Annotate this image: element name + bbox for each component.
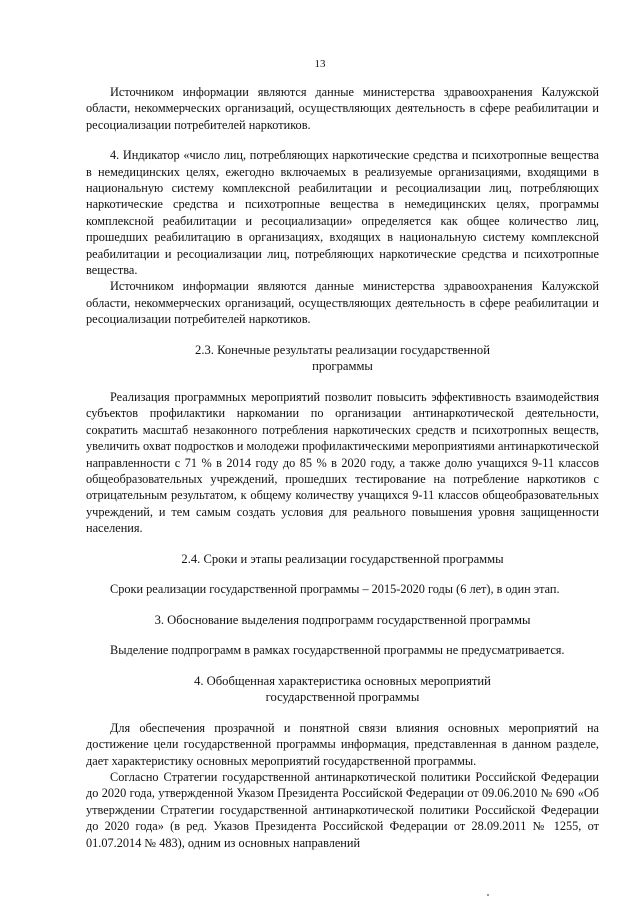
paragraph-source-info-1: Источником информации являются данные министерства здравоохранения Калужской области, некоммерческих организаций, осуществляющих деятельность в сфере реабилитации и ресоциализации потребителей наркотиков. (86, 85, 599, 132)
paragraph-indicator-4: 4. Индикатор «число лиц, потребляющих наркотические средства и психотропные вещества в немедицинских целях, ежегодно включаемых в реализуемые организациями, входящими в национальную систему комплексной реабилитации и ресоциализации лиц, потребляющих наркотические средства и психотропные вещества в немедицинских целях, программы комплексной реабилитации и ресоциализации» определяется как общее количество лиц, прошедших реабилитацию в организациях, входящих в национальную систему комплексной реабилитации и ресоциализации лиц, потребляющих наркотические средства и психотропные вещества. (86, 148, 599, 278)
paragraph-subprograms: Выделение подпрограмм в рамках государственной программы не предусматривается. (110, 643, 565, 658)
paragraph-final-results: Реализация программных мероприятий позволит повысить эффективность взаимодействия субъектов профилактики наркомании по организации антинаркотической деятельности, сократить масштаб незаконного потребления наркотических средств и психотропных веществ, увеличить охват подростков и молодежи профилактическими мероприятиями антинаркотической направленности с 71 % в 2014 году до 85 % в 2020 году, а также долю учащихся 9-11 классов общеобразовательных учреждений, прошедших тестирование на потребление наркотиков с отрицательным результатом, к общему количеству учащихся 9-11 классов общеобразовательных учреждений, и тем самым создать условия для реального повышения уровня защищенности населения. (86, 389, 599, 536)
heading-2-3-line-2: программы (312, 359, 373, 374)
heading-4-line-2: государственной программы (265, 690, 420, 705)
paragraph-terms: Сроки реализации государственной программы – 2015-2020 годы (6 лет), в один этап. (110, 582, 560, 597)
page-number: 13 (314, 58, 326, 70)
scan-speck (487, 894, 489, 896)
heading-4-line-1: 4. Обобщенная характеристика основных мероприятий (194, 673, 491, 688)
paragraph-source-info-2: Источником информации являются данные министерства здравоохранения Калужской области, некоммерческих организаций, осуществляющих деятельность в сфере реабилитации и ресоциализации потребителей наркотиков. (86, 279, 599, 327)
heading-2-4: 2.4. Сроки и этапы реализации государственной программы (181, 551, 504, 566)
page-content (86, 84, 599, 851)
heading-2-3-line-1: 2.3. Конечные результаты реализации государственной (195, 342, 490, 357)
paragraph-transparency: Для обеспечения прозрачной и понятной связи влияния основных мероприятий на достижение цели государственной программы информация, представленная в данном разделе, дает характеристику основных мероприятий государственной программы. (86, 720, 599, 768)
paragraph-strategy: Согласно Стратегии государственной антинаркотической политики Российской Федерации до 2020 года, утвержденной Указом Президента Российской Федерации от 09.06.2010 № 690 «Об утверждении Стратегии государственной антинаркотической политики Российской Федерации до 2020 года» (в ред. Указов Президента Российской Федерации от 28.09.2011 № 1255, от 01.07.2014 № 483), одним из основных направлений (86, 769, 599, 850)
heading-3: 3. Обоснование выделения подпрограмм государственной программы (154, 612, 531, 627)
